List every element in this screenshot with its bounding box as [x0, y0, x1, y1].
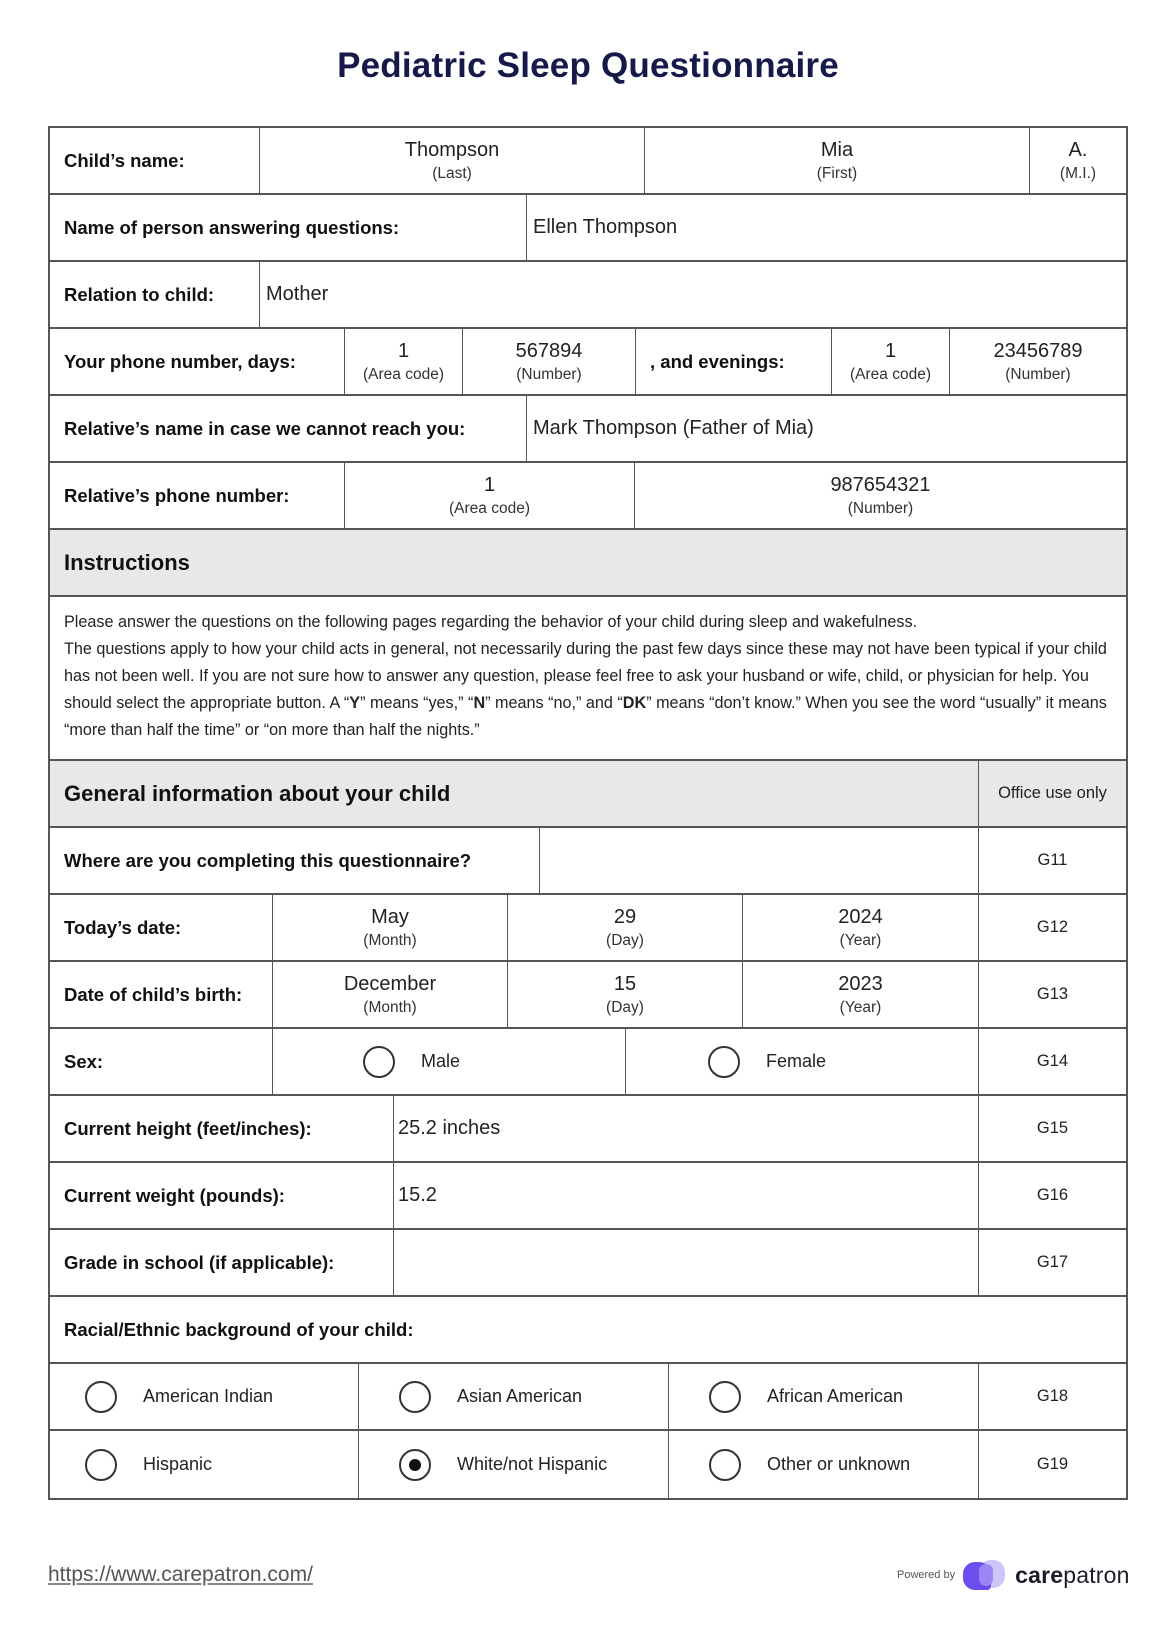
today-year-value: 2024 — [838, 905, 883, 928]
wordmark-bold: care — [1015, 1561, 1064, 1588]
general-info-header — [50, 761, 1126, 828]
birth-year-value: 2023 — [838, 972, 883, 995]
location-field[interactable] — [540, 828, 979, 893]
birth-day-caption: (Day) — [606, 998, 644, 1016]
relative-name-label: Relative’s name in case we cannot reach you: — [50, 396, 527, 461]
height-field[interactable]: 25.2 inches — [394, 1096, 979, 1161]
office-code-g17: G17 — [1036, 1253, 1069, 1271]
grade-row — [50, 1230, 1126, 1297]
phone-eve-number-value: 23456789 — [993, 339, 1083, 362]
radio-african-american[interactable] — [709, 1381, 741, 1413]
office-code-g16: G16 — [1036, 1186, 1069, 1204]
powered-by-text: Powered by — [897, 1569, 956, 1581]
child-last-name-caption: (Last) — [432, 164, 472, 182]
carepatron-website-link[interactable]: https://www.carepatron.com/ — [48, 1563, 313, 1586]
sex-option-female-label: Female — [766, 1051, 827, 1071]
today-day-value: 29 — [613, 905, 637, 928]
radio-white-not-hispanic-selected[interactable] — [399, 1449, 431, 1481]
phone-day-area-code-caption: (Area code) — [363, 365, 444, 383]
sex-label: Sex: — [50, 1029, 273, 1094]
race-row-2 — [50, 1431, 1126, 1498]
instructions-paragraph-2b: ” means “yes,” “ — [360, 694, 474, 712]
sex-row — [50, 1029, 1126, 1096]
phone-eve-number-field[interactable] — [950, 329, 1126, 394]
relative-phone-area-code-value: 1 — [483, 473, 496, 496]
child-last-name-value: Thompson — [404, 138, 500, 161]
birth-date-row — [50, 962, 1126, 1029]
birth-month-field[interactable] — [273, 962, 508, 1027]
race-option-african-american[interactable] — [669, 1364, 979, 1429]
child-middle-initial-value: A. — [1068, 138, 1088, 161]
birth-year-field[interactable] — [743, 962, 979, 1027]
race-option-other-unknown[interactable] — [669, 1431, 979, 1498]
office-code-g13: G13 — [1036, 985, 1069, 1003]
relation-field[interactable]: Mother — [266, 283, 329, 305]
grade-field[interactable] — [394, 1230, 979, 1295]
phone-day-number-value: 567894 — [515, 339, 583, 362]
radio-other-unknown[interactable] — [709, 1449, 741, 1481]
relative-phone-label: Relative’s phone number: — [50, 463, 345, 528]
child-last-name-field[interactable] — [260, 128, 645, 193]
phone-day-area-code-field[interactable] — [345, 329, 463, 394]
phone-eve-area-code-field[interactable] — [832, 329, 950, 394]
phone-evenings-label: , and evenings: — [636, 329, 832, 394]
phone-days-label: Your phone number, days: — [50, 329, 345, 394]
relative-phone-number-field[interactable] — [635, 463, 1126, 528]
respondent-field[interactable]: Ellen Thompson — [533, 216, 678, 238]
page-title: Pediatric Sleep Questionnaire — [337, 46, 839, 85]
child-first-name-caption: (First) — [816, 164, 858, 182]
respondent-row — [50, 195, 1126, 262]
phone-eve-area-code-value: 1 — [884, 339, 897, 362]
race-label-row — [50, 1297, 1126, 1364]
today-day-field[interactable] — [508, 895, 743, 960]
instructions-paragraph-2c: ” means “no,” and “ — [485, 694, 623, 712]
phone-eve-number-caption: (Number) — [1005, 365, 1071, 383]
height-label: Current height (feet/inches): — [50, 1096, 394, 1161]
weight-label: Current weight (pounds): — [50, 1163, 394, 1228]
office-code-g15: G15 — [1036, 1119, 1069, 1137]
office-code-g11: G11 — [1037, 851, 1068, 869]
instructions-paragraph-2a: The questions apply to how your child acts in general, not necessarily during the past few days since these may not have been typical if your child has not been well. If you are not sure how to answer any question, please feel free to ask your husband or wife, child, or physician for help. You should select the appropriate button. A “ — [64, 640, 1107, 712]
relative-name-field[interactable]: Mark Thompson (Father of Mia) — [533, 417, 814, 439]
today-day-caption: (Day) — [606, 931, 644, 949]
phone-day-number-field[interactable] — [463, 329, 636, 394]
powered-by-brand — [897, 1558, 1130, 1592]
carepatron-wordmark — [1015, 1562, 1130, 1589]
office-code-g12: G12 — [1036, 918, 1069, 936]
race-option-african-american-label: African American — [767, 1386, 904, 1406]
weight-field[interactable]: 15.2 — [394, 1163, 979, 1228]
location-row — [50, 828, 1126, 895]
phone-day-number-caption: (Number) — [516, 365, 582, 383]
yes-key: Y — [349, 694, 361, 712]
race-option-white-not-hispanic-label: White/not Hispanic — [457, 1454, 608, 1474]
instructions-body — [50, 597, 1126, 759]
instructions-heading: Instructions — [64, 549, 190, 575]
today-month-value: May — [371, 905, 409, 928]
weight-row — [50, 1163, 1126, 1230]
race-option-other-unknown-label: Other or unknown — [767, 1454, 911, 1474]
race-option-asian-american[interactable] — [359, 1364, 669, 1429]
birth-day-value: 15 — [613, 972, 637, 995]
office-code-g18: G18 — [1036, 1387, 1069, 1405]
sex-option-male[interactable] — [273, 1029, 626, 1094]
race-row-1 — [50, 1364, 1126, 1431]
race-option-asian-american-label: Asian American — [457, 1386, 583, 1406]
radio-male[interactable] — [363, 1046, 395, 1078]
birth-month-value: December — [343, 972, 437, 995]
phone-day-area-code-value: 1 — [397, 339, 410, 362]
birth-month-caption: (Month) — [363, 998, 417, 1016]
office-code-g14: G14 — [1036, 1052, 1069, 1070]
relative-phone-area-code-caption: (Area code) — [449, 499, 530, 517]
today-year-caption: (Year) — [839, 931, 882, 949]
questionnaire-form — [48, 126, 1128, 1500]
sex-option-female[interactable] — [626, 1029, 979, 1094]
child-middle-initial-field[interactable] — [1030, 128, 1126, 193]
child-first-name-field[interactable] — [645, 128, 1030, 193]
grade-label: Grade in school (if applicable): — [50, 1230, 394, 1295]
race-label: Racial/Ethnic background of your child: — [64, 1318, 414, 1340]
relative-phone-row — [50, 463, 1126, 530]
relative-name-row — [50, 396, 1126, 463]
radio-american-indian[interactable] — [85, 1381, 117, 1413]
office-use-label: Office use only — [998, 784, 1107, 802]
child-middle-initial-caption: (M.I.) — [1059, 164, 1097, 182]
birth-day-field[interactable] — [508, 962, 743, 1027]
instructions-header — [50, 530, 1126, 597]
general-info-heading: General information about your child — [50, 761, 979, 826]
today-date-row — [50, 895, 1126, 962]
relative-phone-area-code-field[interactable] — [345, 463, 635, 528]
dont-know-key: DK — [622, 694, 647, 712]
phone-eve-area-code-caption: (Area code) — [850, 365, 931, 383]
relation-row — [50, 262, 1126, 329]
today-year-field[interactable] — [743, 895, 979, 960]
today-month-field[interactable] — [273, 895, 508, 960]
radio-hispanic[interactable] — [85, 1449, 117, 1481]
radio-asian-american[interactable] — [399, 1381, 431, 1413]
birth-year-caption: (Year) — [839, 998, 882, 1016]
relative-phone-number-caption: (Number) — [847, 499, 914, 517]
child-name-row — [50, 128, 1126, 195]
race-option-hispanic-label: Hispanic — [143, 1454, 213, 1474]
sex-option-male-label: Male — [421, 1051, 461, 1071]
relation-label: Relation to child: — [50, 262, 260, 327]
child-name-label: Child’s name: — [50, 128, 260, 193]
phone-row — [50, 329, 1126, 396]
location-label: Where are you completing this questionnaire? — [50, 828, 540, 893]
height-row — [50, 1096, 1126, 1163]
today-month-caption: (Month) — [363, 931, 417, 949]
radio-female[interactable] — [708, 1046, 740, 1078]
race-option-american-indian[interactable] — [50, 1364, 359, 1429]
race-option-white-not-hispanic[interactable] — [359, 1431, 669, 1498]
office-code-g19: G19 — [1036, 1455, 1069, 1473]
relative-phone-number-value: 987654321 — [830, 473, 931, 496]
birth-date-label: Date of child’s birth: — [50, 962, 273, 1027]
no-key: N — [473, 694, 486, 712]
respondent-label: Name of person answering questions: — [50, 195, 527, 260]
carepatron-logo-icon — [963, 1558, 1007, 1592]
instructions-paragraph-1: Please answer the questions on the following pages regarding the behavior of your child during sleep and wakefulness. — [64, 613, 918, 631]
today-date-label: Today’s date: — [50, 895, 273, 960]
race-option-hispanic[interactable] — [50, 1431, 359, 1498]
child-first-name-value: Mia — [820, 138, 854, 161]
wordmark-light: patron — [1063, 1561, 1130, 1588]
instructions-body-row — [50, 597, 1126, 761]
instructions-paragraph-2d: ” means “don’t know.” When you see the word “usually” it means “more than half the time” or “on more than half the nights.” — [64, 694, 1107, 739]
race-option-american-indian-label: American Indian — [143, 1386, 274, 1406]
